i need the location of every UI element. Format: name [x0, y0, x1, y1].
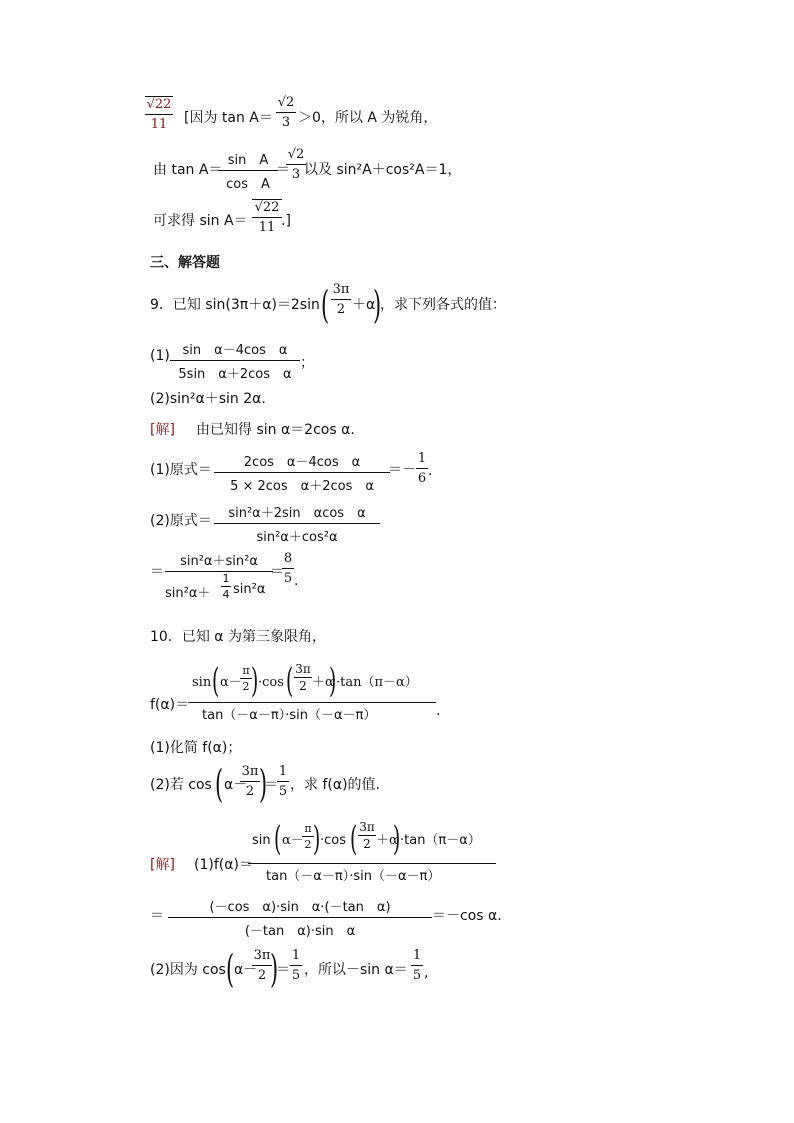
den-part-a: sin²α＋	[165, 586, 211, 601]
frac-den: 5sin α＋2cos α	[178, 367, 292, 382]
left-paren: (	[226, 947, 235, 991]
frac-num: √22	[252, 199, 282, 215]
answer8-line2-start: 由 tan A＝	[153, 162, 223, 178]
q10-stem: 10．已知 α 为第三象限角，	[150, 629, 326, 645]
q10-sol-line3-start: (2)因为 cos	[150, 962, 226, 978]
frac-den: 5	[283, 571, 293, 586]
frac-den: (－tan α)·sin α	[244, 924, 356, 939]
num-plus-alpha: ＋α	[376, 833, 398, 848]
left-paren: (	[212, 661, 220, 701]
right-paren: )	[329, 661, 337, 701]
q10-sol-fraction	[252, 819, 497, 886]
frac-den: 2	[299, 679, 307, 693]
q9-stem-end: ，求下列各式的值：	[380, 297, 506, 313]
fraction-bar	[165, 571, 273, 572]
frac-den: 5	[291, 968, 301, 983]
fraction-bar	[416, 468, 428, 469]
fraction-bar	[411, 965, 423, 966]
answer8-frac-num: √22	[146, 97, 172, 112]
left-paren: (	[321, 283, 330, 327]
fraction-bar	[214, 523, 380, 524]
frac-den	[165, 574, 273, 600]
q10-part2-alpha: α－	[224, 777, 248, 793]
fraction-bar	[168, 917, 432, 918]
q10-f-fraction	[192, 662, 437, 726]
frac-num: 1	[278, 764, 288, 779]
q9-sol3-result	[282, 551, 294, 586]
q9-sol3-end: .	[294, 573, 299, 589]
num-cos: ·cos	[258, 675, 284, 690]
frac-num: 1	[412, 948, 422, 963]
q10-sol-line3-frac	[252, 948, 272, 983]
fraction-bar	[188, 702, 436, 703]
fraction-bar	[252, 965, 272, 966]
q9-sol1-label: (1)原式＝	[150, 462, 212, 478]
q10-sol-line3-alpha: α－	[234, 962, 258, 978]
left-paren: (	[215, 762, 224, 806]
fraction-bar	[282, 568, 294, 569]
frac-den: 2	[336, 302, 346, 317]
q9-sol1-end: .	[428, 463, 433, 479]
sin-over-cos-frac	[218, 149, 278, 192]
q10-part2-result	[277, 764, 289, 799]
q9-frac	[331, 282, 351, 317]
den-text: tan（－α－π）·sin（－α－π）	[266, 869, 441, 884]
frac-num: 3π	[359, 820, 375, 834]
equals-sign: ＝	[276, 162, 290, 178]
frac-den: 3	[291, 167, 301, 182]
frac-den: 5	[412, 968, 422, 983]
q9-sol3-eq: ＝	[150, 564, 164, 580]
frac-num: 1	[291, 948, 301, 963]
q10-sol-line2-result: ＝－cos α.	[432, 908, 502, 924]
frac-num: π	[242, 664, 250, 677]
num-alpha-minus: α－	[220, 675, 242, 690]
frac-num: π	[304, 822, 312, 835]
q10-part1: (1)化简 f(α)；	[150, 740, 242, 756]
frac-den: 5 × 2cos α＋2cos α	[230, 479, 374, 494]
answer8-text2: ＞0，所以 A 为锐角，	[298, 110, 438, 126]
frac-num: 3π	[241, 764, 259, 779]
fraction-bar	[286, 164, 306, 165]
fraction-bar	[294, 677, 312, 678]
frac-num: 1	[417, 451, 427, 466]
frac-den: 2	[257, 968, 267, 983]
q9-solution-text: 由已知得 sin α＝2cos α.	[196, 422, 355, 438]
den-quarter-frac	[221, 572, 231, 601]
q10-part2-frac	[240, 764, 260, 799]
q9-part1-label: (1)	[150, 348, 170, 364]
fraction-bar	[145, 114, 173, 115]
fraction-bar	[240, 781, 260, 782]
q10-sol-line3-mid: ，所以－sin α＝	[304, 962, 408, 978]
q9-sol1-result	[416, 451, 428, 486]
tan-value-frac	[286, 147, 306, 182]
frac-num: sin²α＋2sin αcos α	[228, 506, 366, 521]
right-paren: )	[270, 947, 279, 991]
fraction-bar	[331, 299, 351, 300]
frac-num: 1	[222, 572, 230, 585]
right-paren: )	[251, 661, 259, 701]
q10-part2-end: ，求 f(α)的值.	[290, 777, 380, 793]
frac-den: sin²α＋cos²α	[256, 530, 338, 545]
left-paren: (	[274, 819, 282, 859]
num-alpha-minus: α－	[282, 833, 304, 848]
fraction-bar	[170, 360, 300, 361]
q9-sol2-frac	[214, 502, 380, 545]
q9-sol1-eq: ＝－	[388, 462, 416, 478]
q9-part1-end: ；	[300, 355, 314, 371]
frac-num: 3π	[253, 948, 271, 963]
fraction-bar	[252, 217, 282, 218]
frac-num: √2	[287, 147, 305, 162]
sinA-value-frac	[252, 199, 282, 235]
q10-part2-start: (2)若 cos	[150, 777, 212, 793]
fraction-bar	[214, 472, 390, 473]
num-tan: ·tan（π－α）	[400, 833, 481, 848]
q10-sol-line2-frac	[168, 896, 432, 939]
num-plus-alpha: ＋α	[312, 675, 334, 690]
num-tan: ·tan（π－α）	[336, 675, 418, 690]
frac-den: cos A	[226, 177, 270, 192]
q10-f-label: f(α)＝	[150, 697, 190, 713]
q9-stem-start: 9．已知 sin(3π＋α)＝2sin	[150, 297, 320, 313]
answer8-frac	[145, 96, 173, 132]
fraction-bar	[277, 781, 289, 782]
fraction-bar	[358, 835, 376, 836]
section-title: 三、解答题	[150, 255, 220, 271]
q9-part2: (2)sin²α＋sin 2α.	[150, 391, 266, 407]
answer8-frac-den: 11	[150, 117, 168, 132]
frac-num: 8	[283, 551, 293, 566]
answer8-line2-end: 以及 sin²A＋cos²A＝1，	[304, 162, 462, 178]
frac-num: sin A	[227, 153, 269, 168]
q9-sol3-equals: ＝	[270, 564, 284, 580]
q9-sol3-frac	[165, 550, 273, 600]
right-paren: )	[259, 762, 268, 806]
frac-num: (－cos α)·sin α·(－tan α)	[209, 900, 391, 915]
q10-f-end: .	[436, 703, 441, 719]
q10-part2-eq: ＝	[264, 777, 278, 793]
tan-frac-num: √2	[277, 95, 295, 110]
frac-num: 3π	[332, 282, 350, 297]
den-text: tan（－α－π）·sin（－α－π）	[202, 708, 377, 723]
frac-den: 4	[222, 588, 230, 601]
frac-num: sin²α＋sin²α	[180, 554, 258, 569]
answer8-line3-end: .]	[281, 213, 291, 229]
right-paren: )	[313, 819, 321, 859]
q10-solution-label: (1)f(α)＝	[194, 857, 253, 873]
q9-sol1-frac	[214, 451, 390, 494]
fraction-bar	[276, 112, 296, 113]
answer8-line3: 可求得 sin A＝	[153, 213, 248, 229]
num-cos: ·cos	[320, 833, 347, 848]
right-paren: )	[393, 819, 401, 859]
answer8-tan-frac	[276, 95, 296, 130]
frac-den: 2	[363, 837, 371, 851]
fraction-bar	[248, 863, 496, 864]
frac-num: 3π	[295, 662, 311, 676]
q9-sol2-label: (2)原式＝	[150, 513, 212, 529]
left-paren: (	[350, 819, 358, 859]
fraction-bar	[218, 170, 278, 171]
fraction-bar	[290, 965, 302, 966]
q10-sol-line3-eq: ＝	[276, 962, 290, 978]
frac-den: 5	[278, 784, 288, 799]
frac-den: 11	[258, 220, 276, 235]
q9-part1-frac	[170, 339, 300, 382]
tan-frac-den: 3	[281, 115, 291, 130]
frac-den: 2	[304, 838, 312, 851]
answer8-text1: [因为 tan A＝	[184, 110, 273, 126]
q10-solution-tag: [解]	[150, 857, 175, 873]
q10-sol-line3-end: ,	[424, 965, 429, 981]
q10-sol-line2-eq: ＝	[150, 908, 164, 924]
frac-num: sin α－4cos α	[182, 343, 288, 358]
num-sin: sin	[192, 675, 212, 690]
three-pi-over-2	[358, 820, 376, 851]
q9-solution-tag: [解]	[150, 422, 175, 438]
num-sin: sin	[252, 833, 271, 848]
three-pi-over-2	[294, 662, 312, 693]
den-part-b: sin²α	[233, 582, 266, 597]
q9-plus-alpha: ＋α	[352, 297, 376, 313]
q10-sol-line3-val	[290, 948, 302, 983]
frac-num: 2cos α－4cos α	[243, 455, 361, 470]
q10-sol-line3-val2	[411, 948, 423, 983]
fraction-bar	[221, 586, 231, 587]
right-paren: )	[373, 283, 382, 327]
frac-den: 6	[417, 471, 427, 486]
frac-den: 2	[242, 680, 250, 693]
frac-den: 2	[245, 784, 255, 799]
left-paren: (	[286, 661, 294, 701]
